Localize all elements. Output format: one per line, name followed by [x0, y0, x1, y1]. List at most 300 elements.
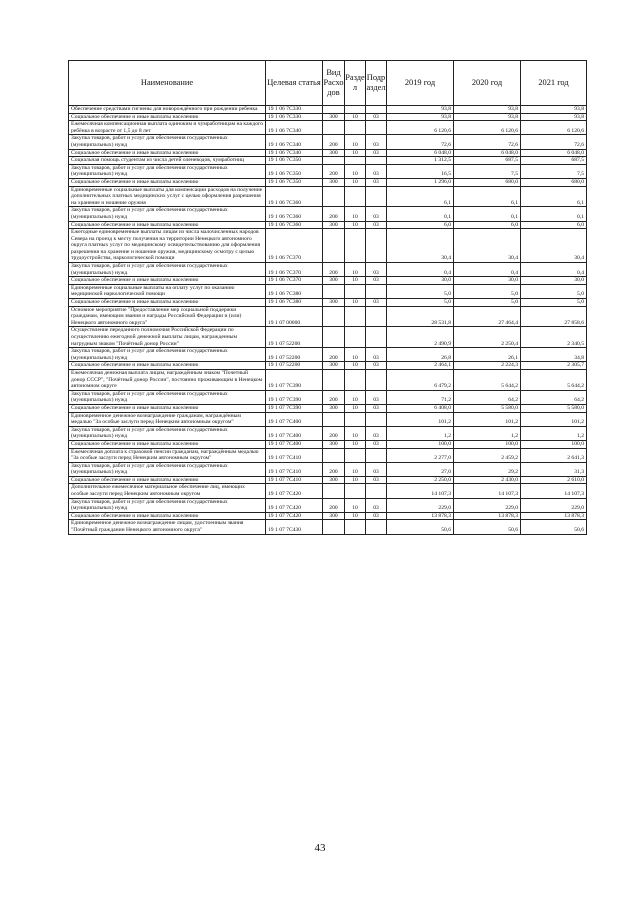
row-value-2020-cell: 680,0: [454, 178, 521, 186]
row-value-2020-cell: 2 459,2: [454, 448, 521, 462]
table-row: [69, 207, 587, 221]
row-subsection-cell: 03: [366, 113, 387, 121]
row-target-article-cell: 19 1 06 7С370: [266, 229, 323, 263]
row-section-cell: [345, 284, 366, 298]
row-subsection-cell: 03: [366, 498, 387, 512]
row-name-cell: Единовременное денежное вознаграждение лицам, удостоенным звания "Почётный гражданин Ненецкого автономного округа": [69, 520, 266, 534]
row-subsection-cell: 03: [366, 512, 387, 520]
row-expense-kind-cell: 200: [323, 164, 345, 178]
row-name-cell: Закупка товаров, работ и услуг для обеспечения государственных (муниципальных) нужд: [69, 390, 266, 404]
row-expense-kind-cell: 200: [323, 426, 345, 440]
row-subsection-cell: [366, 448, 387, 462]
table-row: [69, 369, 587, 390]
row-subsection-cell: 03: [366, 207, 387, 221]
row-value-2019-cell: 6 408,0: [387, 404, 454, 412]
row-expense-kind-cell: [323, 121, 345, 135]
row-subsection-cell: [366, 157, 387, 165]
row-section-cell: 10: [345, 476, 366, 484]
row-value-2021-cell: 6,0: [521, 221, 587, 229]
row-value-2019-cell: 6 120,6: [387, 121, 454, 135]
row-subsection-cell: 03: [366, 299, 387, 307]
row-value-2021-cell: 687,5: [521, 157, 587, 165]
row-value-2020-cell: 229,0: [454, 498, 521, 512]
row-section-cell: [345, 448, 366, 462]
row-value-2021-cell: 5 644,2: [521, 369, 587, 390]
row-value-2020-cell: 0,4: [454, 263, 521, 277]
row-name-cell: Социальное обеспечение и иные выплаты населению: [69, 299, 266, 307]
row-value-2021-cell: 72,6: [521, 135, 587, 149]
row-value-2020-cell: 100,0: [454, 440, 521, 448]
row-name-cell: Закупка товаров, работ и услуг для обеспечения государственных (муниципальных) нужд: [69, 462, 266, 476]
row-value-2021-cell: 0,1: [521, 207, 587, 221]
row-section-cell: 10: [345, 348, 366, 362]
header-expense-kind: Вид Расхо дов: [323, 61, 345, 106]
row-value-2020-cell: 5 644,2: [454, 369, 521, 390]
row-name-cell: Закупка товаров, работ и услуг для обеспечения государственных (муниципальных) нужд: [69, 164, 266, 178]
table-row: [69, 498, 587, 512]
row-section-cell: 10: [345, 512, 366, 520]
row-section-cell: 10: [345, 498, 366, 512]
table-row: [69, 306, 587, 327]
row-name-cell: Обеспечение средствами гигиены для новорождённого при рождении ребенка: [69, 106, 266, 114]
table-row: [69, 448, 587, 462]
row-subsection-cell: 03: [366, 476, 387, 484]
table-row: [69, 178, 587, 186]
row-section-cell: 10: [345, 135, 366, 149]
row-name-cell: Закупка товаров, работ и услуг для обеспечения государственных (муниципальных) нужд: [69, 426, 266, 440]
table-row: [69, 135, 587, 149]
row-expense-kind-cell: [323, 412, 345, 426]
row-expense-kind-cell: [323, 369, 345, 390]
row-name-cell: Социальное обеспечение и иные выплаты населению: [69, 404, 266, 412]
header-year-2020: 2020 год: [454, 61, 521, 106]
table-row: [69, 404, 587, 412]
row-value-2021-cell: 229,0: [521, 498, 587, 512]
row-expense-kind-cell: [323, 484, 345, 498]
row-value-2021-cell: 2 305,7: [521, 362, 587, 370]
row-value-2019-cell: 71,2: [387, 390, 454, 404]
row-value-2019-cell: 6,0: [387, 221, 454, 229]
row-name-cell: Единовременные социальные выплаты на оплату услуг по оказанию медицинской наркологической помощи: [69, 284, 266, 298]
row-expense-kind-cell: 300: [323, 113, 345, 121]
row-expense-kind-cell: 300: [323, 149, 345, 157]
table-row: [69, 106, 587, 114]
row-subsection-cell: 03: [366, 263, 387, 277]
row-section-cell: [345, 520, 366, 534]
row-value-2019-cell: 6 479,2: [387, 369, 454, 390]
row-section-cell: [345, 186, 366, 207]
row-subsection-cell: 03: [366, 277, 387, 285]
row-value-2020-cell: 14 107,3: [454, 484, 521, 498]
row-name-cell: Дополнительное ежемесячное материальное обеспечение лиц, имеющих особые заслуги перед Ненецким автономным округом: [69, 484, 266, 498]
row-value-2019-cell: 101,2: [387, 412, 454, 426]
row-value-2019-cell: 5,0: [387, 284, 454, 298]
row-target-article-cell: 19 1 07 7С410: [266, 462, 323, 476]
row-target-article-cell: 19 1 07 7С400: [266, 426, 323, 440]
table-row: [69, 520, 587, 534]
row-section-cell: [345, 106, 366, 114]
row-target-article-cell: 19 1 07 52200: [266, 348, 323, 362]
row-target-article-cell: 19 1 07 7С400: [266, 412, 323, 426]
row-value-2019-cell: 30,0: [387, 277, 454, 285]
row-subsection-cell: 03: [366, 221, 387, 229]
row-subsection-cell: 03: [366, 440, 387, 448]
row-value-2021-cell: 93,8: [521, 106, 587, 114]
row-subsection-cell: 03: [366, 164, 387, 178]
row-section-cell: 10: [345, 440, 366, 448]
row-name-cell: Социальное обеспечение и иные выплаты населению: [69, 476, 266, 484]
row-value-2020-cell: 6,0: [454, 221, 521, 229]
row-value-2019-cell: 30,4: [387, 229, 454, 263]
row-section-cell: [345, 327, 366, 348]
row-subsection-cell: 03: [366, 362, 387, 370]
row-target-article-cell: 19 1 06 7С350: [266, 178, 323, 186]
row-value-2020-cell: 6 120,6: [454, 121, 521, 135]
row-target-article-cell: 19 1 06 7С330: [266, 106, 323, 114]
row-section-cell: 10: [345, 404, 366, 412]
row-value-2019-cell: 0,1: [387, 207, 454, 221]
row-value-2019-cell: 2 490,9: [387, 327, 454, 348]
row-value-2020-cell: 93,8: [454, 106, 521, 114]
row-value-2021-cell: 5,0: [521, 284, 587, 298]
row-subsection-cell: 03: [366, 462, 387, 476]
row-value-2021-cell: 101,2: [521, 412, 587, 426]
row-value-2021-cell: 2 610,0: [521, 476, 587, 484]
row-target-article-cell: 19 1 06 7С330: [266, 113, 323, 121]
row-value-2021-cell: 680,0: [521, 178, 587, 186]
budget-table-container: [68, 60, 586, 535]
row-target-article-cell: 19 1 06 7С370: [266, 277, 323, 285]
row-name-cell: Закупка товаров, работ и услуг для обеспечения государственных (муниципальных) нужд: [69, 498, 266, 512]
row-value-2021-cell: 31,3: [521, 462, 587, 476]
row-target-article-cell: 19 1 06 7С340: [266, 149, 323, 157]
row-value-2019-cell: 1 296,0: [387, 178, 454, 186]
row-value-2021-cell: 27 858,6: [521, 306, 587, 327]
row-expense-kind-cell: [323, 186, 345, 207]
row-value-2021-cell: 100,0: [521, 440, 587, 448]
row-value-2019-cell: 50,6: [387, 520, 454, 534]
table-row: [69, 186, 587, 207]
row-value-2020-cell: 2 224,3: [454, 362, 521, 370]
row-value-2019-cell: 6 048,0: [387, 149, 454, 157]
row-expense-kind-cell: 300: [323, 221, 345, 229]
row-value-2019-cell: 2 277,0: [387, 448, 454, 462]
table-header-row: [69, 61, 587, 106]
row-value-2019-cell: 1,2: [387, 426, 454, 440]
row-value-2020-cell: 101,2: [454, 412, 521, 426]
table-row: [69, 164, 587, 178]
row-value-2020-cell: 0,1: [454, 207, 521, 221]
row-subsection-cell: [366, 412, 387, 426]
table-row: [69, 476, 587, 484]
row-target-article-cell: 19 1 07 7С390: [266, 404, 323, 412]
page-number: 43: [314, 842, 326, 854]
row-subsection-cell: [366, 484, 387, 498]
row-subsection-cell: [366, 520, 387, 534]
row-value-2021-cell: 30,4: [521, 229, 587, 263]
row-section-cell: [345, 306, 366, 327]
row-value-2021-cell: 2 641,3: [521, 448, 587, 462]
row-name-cell: Ежемесячная доплата к страховой пенсии гражданам, награждённым медалью "За особые заслуги перед Ненецким автономным округом": [69, 448, 266, 462]
row-subsection-cell: [366, 121, 387, 135]
row-expense-kind-cell: 200: [323, 348, 345, 362]
row-name-cell: Социальная помощь студентам из числа детей оленеводов, чумработниц: [69, 157, 266, 165]
row-value-2021-cell: 14 107,3: [521, 484, 587, 498]
row-name-cell: Социальное обеспечение и иные выплаты населению: [69, 277, 266, 285]
row-target-article-cell: 19 1 06 7С380: [266, 299, 323, 307]
row-subsection-cell: [366, 186, 387, 207]
row-section-cell: [345, 369, 366, 390]
row-target-article-cell: 19 1 07 7С410: [266, 476, 323, 484]
row-target-article-cell: 19 1 07 00000: [266, 306, 323, 327]
table-row: [69, 426, 587, 440]
row-subsection-cell: 03: [366, 178, 387, 186]
row-expense-kind-cell: 300: [323, 362, 345, 370]
table-row: [69, 299, 587, 307]
row-section-cell: 10: [345, 390, 366, 404]
row-target-article-cell: 19 1 07 7С390: [266, 390, 323, 404]
row-expense-kind-cell: 200: [323, 135, 345, 149]
row-value-2019-cell: 2 464,1: [387, 362, 454, 370]
header-name: Наименование: [69, 61, 266, 106]
row-target-article-cell: 19 1 06 7С350: [266, 164, 323, 178]
row-subsection-cell: [366, 284, 387, 298]
row-target-article-cell: 19 1 07 52200: [266, 362, 323, 370]
table-row: [69, 284, 587, 298]
row-name-cell: Социальное обеспечение и иные выплаты населению: [69, 113, 266, 121]
row-subsection-cell: [366, 106, 387, 114]
row-expense-kind-cell: 300: [323, 178, 345, 186]
row-value-2020-cell: 30,4: [454, 229, 521, 263]
row-section-cell: [345, 157, 366, 165]
row-target-article-cell: 19 1 07 7С430: [266, 520, 323, 534]
row-value-2021-cell: 5,0: [521, 299, 587, 307]
row-value-2020-cell: 72,6: [454, 135, 521, 149]
row-name-cell: Социальное обеспечение и иные выплаты населению: [69, 440, 266, 448]
row-value-2019-cell: 13 878,3: [387, 512, 454, 520]
row-target-article-cell: 19 1 06 7С340: [266, 135, 323, 149]
row-value-2020-cell: 30,0: [454, 277, 521, 285]
row-expense-kind-cell: [323, 284, 345, 298]
row-name-cell: Ежемесячная денежная выплата лицам, награждённым знаком "Почетный донор СССР", "Почётный донор России", постоянно проживающим в Ненецком автономном округе: [69, 369, 266, 390]
row-target-article-cell: 19 1 06 7С360: [266, 221, 323, 229]
row-name-cell: Социальное обеспечение и иные выплаты населению: [69, 221, 266, 229]
row-name-cell: Закупка товаров, работ и услуг для обеспечения государственных (муниципальных) нужд: [69, 263, 266, 277]
row-target-article-cell: 19 1 06 7С370: [266, 263, 323, 277]
row-name-cell: Осуществление переданного полномочия Российской Федерации по осуществлению ежегодной денежной выплаты лицам, награжденным нагрудным знаком "Почётный донор России": [69, 327, 266, 348]
row-target-article-cell: 19 1 07 52200: [266, 327, 323, 348]
table-row: [69, 390, 587, 404]
row-value-2021-cell: 30,0: [521, 277, 587, 285]
row-expense-kind-cell: 200: [323, 498, 345, 512]
row-subsection-cell: [366, 369, 387, 390]
row-value-2021-cell: 0,4: [521, 263, 587, 277]
row-value-2020-cell: 29,2: [454, 462, 521, 476]
row-value-2019-cell: 6,1: [387, 186, 454, 207]
row-target-article-cell: 19 1 07 7С400: [266, 440, 323, 448]
row-value-2020-cell: 1,2: [454, 426, 521, 440]
row-section-cell: 10: [345, 462, 366, 476]
row-subsection-cell: 03: [366, 149, 387, 157]
budget-table: [68, 60, 587, 535]
row-value-2020-cell: 2 430,0: [454, 476, 521, 484]
row-subsection-cell: 03: [366, 426, 387, 440]
row-expense-kind-cell: 300: [323, 512, 345, 520]
row-expense-kind-cell: 200: [323, 263, 345, 277]
row-target-article-cell: 19 1 06 7С360: [266, 207, 323, 221]
row-target-article-cell: 19 1 06 7С360: [266, 186, 323, 207]
row-target-article-cell: 19 1 07 7С390: [266, 369, 323, 390]
row-value-2019-cell: 93,8: [387, 113, 454, 121]
row-value-2021-cell: 34,8: [521, 348, 587, 362]
row-name-cell: Социальное обеспечение и иные выплаты населению: [69, 178, 266, 186]
row-value-2019-cell: 14 107,3: [387, 484, 454, 498]
row-expense-kind-cell: 300: [323, 476, 345, 484]
row-section-cell: [345, 412, 366, 426]
row-value-2020-cell: 6,1: [454, 186, 521, 207]
row-value-2019-cell: 2 250,0: [387, 476, 454, 484]
row-name-cell: Социальное обеспечение и иные выплаты населению: [69, 362, 266, 370]
row-section-cell: [345, 121, 366, 135]
row-subsection-cell: [366, 327, 387, 348]
row-value-2020-cell: 7,5: [454, 164, 521, 178]
row-value-2019-cell: 16,5: [387, 164, 454, 178]
row-expense-kind-cell: [323, 157, 345, 165]
row-expense-kind-cell: [323, 327, 345, 348]
row-expense-kind-cell: 200: [323, 462, 345, 476]
table-body: [69, 106, 587, 535]
row-subsection-cell: [366, 306, 387, 327]
row-section-cell: [345, 229, 366, 263]
row-value-2019-cell: 229,0: [387, 498, 454, 512]
row-value-2021-cell: 5 580,0: [521, 404, 587, 412]
row-section-cell: 10: [345, 164, 366, 178]
row-value-2020-cell: 26,1: [454, 348, 521, 362]
row-value-2019-cell: 26,8: [387, 348, 454, 362]
table-row: [69, 263, 587, 277]
row-target-article-cell: 19 1 07 7С420: [266, 498, 323, 512]
header-section: Разде л: [345, 61, 366, 106]
table-row: [69, 327, 587, 348]
row-target-article-cell: 19 1 07 7С420: [266, 484, 323, 498]
row-name-cell: Закупка товаров, работ и услуг для обеспечения государственных (муниципальных) нужд: [69, 207, 266, 221]
row-name-cell: Единовременные социальные выплаты для компенсации расходов на получение дополнительных платных медицинских услуг с целью оформления разрешения на хранение и ношение оружия: [69, 186, 266, 207]
row-name-cell: Социальное обеспечение и иные выплаты населению: [69, 149, 266, 157]
row-value-2019-cell: 0,4: [387, 263, 454, 277]
table-row: [69, 440, 587, 448]
row-section-cell: 10: [345, 149, 366, 157]
row-section-cell: 10: [345, 277, 366, 285]
row-subsection-cell: 03: [366, 404, 387, 412]
row-section-cell: 10: [345, 221, 366, 229]
row-value-2020-cell: 687,5: [454, 157, 521, 165]
row-section-cell: 10: [345, 113, 366, 121]
row-expense-kind-cell: 300: [323, 277, 345, 285]
row-value-2019-cell: 100,0: [387, 440, 454, 448]
row-subsection-cell: 03: [366, 135, 387, 149]
row-value-2020-cell: 27 464,4: [454, 306, 521, 327]
row-name-cell: Основное мероприятие "Предоставление мер социальной поддержки гражданам, имеющим звания и награды Российской Федерации и (или) Ненецкого автономного округа": [69, 306, 266, 327]
row-value-2021-cell: 7,5: [521, 164, 587, 178]
row-expense-kind-cell: [323, 448, 345, 462]
table-row: [69, 113, 587, 121]
row-value-2020-cell: 5,0: [454, 299, 521, 307]
row-value-2021-cell: 6 120,6: [521, 121, 587, 135]
row-value-2020-cell: 50,6: [454, 520, 521, 534]
row-value-2021-cell: 6 048,0: [521, 149, 587, 157]
table-row: [69, 484, 587, 498]
row-value-2020-cell: 2 250,4: [454, 327, 521, 348]
row-target-article-cell: 19 1 06 7С380: [266, 284, 323, 298]
row-expense-kind-cell: 200: [323, 390, 345, 404]
header-subsection: Подр аздел: [366, 61, 387, 106]
row-value-2020-cell: 93,8: [454, 113, 521, 121]
row-subsection-cell: 03: [366, 348, 387, 362]
row-section-cell: 10: [345, 263, 366, 277]
row-name-cell: Закупка товаров, работ и услуг для обеспечения государственных (муниципальных) нужд: [69, 135, 266, 149]
row-value-2020-cell: 5 580,0: [454, 404, 521, 412]
row-value-2019-cell: 5,0: [387, 299, 454, 307]
row-expense-kind-cell: 300: [323, 404, 345, 412]
row-expense-kind-cell: [323, 229, 345, 263]
table-row: [69, 412, 587, 426]
row-value-2020-cell: 5,0: [454, 284, 521, 298]
row-name-cell: Социальное обеспечение и иные выплаты населению: [69, 512, 266, 520]
row-name-cell: Закупка товаров, работ и услуг для обеспечения государственных (муниципальных) нужд: [69, 348, 266, 362]
row-subsection-cell: [366, 229, 387, 263]
row-expense-kind-cell: 200: [323, 207, 345, 221]
table-row: [69, 277, 587, 285]
row-target-article-cell: 19 1 06 7С340: [266, 121, 323, 135]
table-row: [69, 121, 587, 135]
row-value-2021-cell: 13 878,3: [521, 512, 587, 520]
row-value-2020-cell: 13 878,3: [454, 512, 521, 520]
row-value-2019-cell: 1 312,5: [387, 157, 454, 165]
row-section-cell: 10: [345, 299, 366, 307]
row-expense-kind-cell: [323, 106, 345, 114]
row-section-cell: 10: [345, 178, 366, 186]
row-target-article-cell: 19 1 07 7С420: [266, 512, 323, 520]
row-target-article-cell: 19 1 07 7С410: [266, 448, 323, 462]
row-subsection-cell: 03: [366, 390, 387, 404]
row-value-2020-cell: 6 048,0: [454, 149, 521, 157]
row-expense-kind-cell: [323, 520, 345, 534]
table-row: [69, 149, 587, 157]
row-value-2021-cell: 1,2: [521, 426, 587, 440]
table-row: [69, 221, 587, 229]
header-year-2019: 2019 год: [387, 61, 454, 106]
row-value-2021-cell: 50,6: [521, 520, 587, 534]
row-value-2021-cell: 64,2: [521, 390, 587, 404]
row-name-cell: Ежемесячная компенсационная выплата одиноким и чумработницам на каждого ребёнка в возрасте от 1,5 до 8 лет: [69, 121, 266, 135]
table-row: [69, 462, 587, 476]
row-value-2020-cell: 64,2: [454, 390, 521, 404]
row-expense-kind-cell: 300: [323, 299, 345, 307]
table-row: [69, 512, 587, 520]
table-row: [69, 348, 587, 362]
row-value-2021-cell: 93,8: [521, 113, 587, 121]
row-name-cell: Единовременное денежное вознаграждение гражданам, награждённым медалью "За особые заслуги перед Ненецким автономным округом": [69, 412, 266, 426]
header-target-article: Целевая статья: [266, 61, 323, 106]
row-name-cell: Ежегодные единовременные выплаты лицам из числа малочисленных народов Севера на проезд к месту получения на территории Ненецкого автономного округа платных услуг по медицинскому освидетельствованию для оформления разрешения на хранение и ношение оружия, медицинскому осмотру с целью трудоустройства, наркологической помощи: [69, 229, 266, 263]
row-section-cell: 10: [345, 207, 366, 221]
table-row: [69, 229, 587, 263]
row-value-2019-cell: 28 531,8: [387, 306, 454, 327]
row-section-cell: 10: [345, 362, 366, 370]
row-expense-kind-cell: [323, 306, 345, 327]
row-value-2019-cell: 72,6: [387, 135, 454, 149]
row-value-2019-cell: 93,8: [387, 106, 454, 114]
